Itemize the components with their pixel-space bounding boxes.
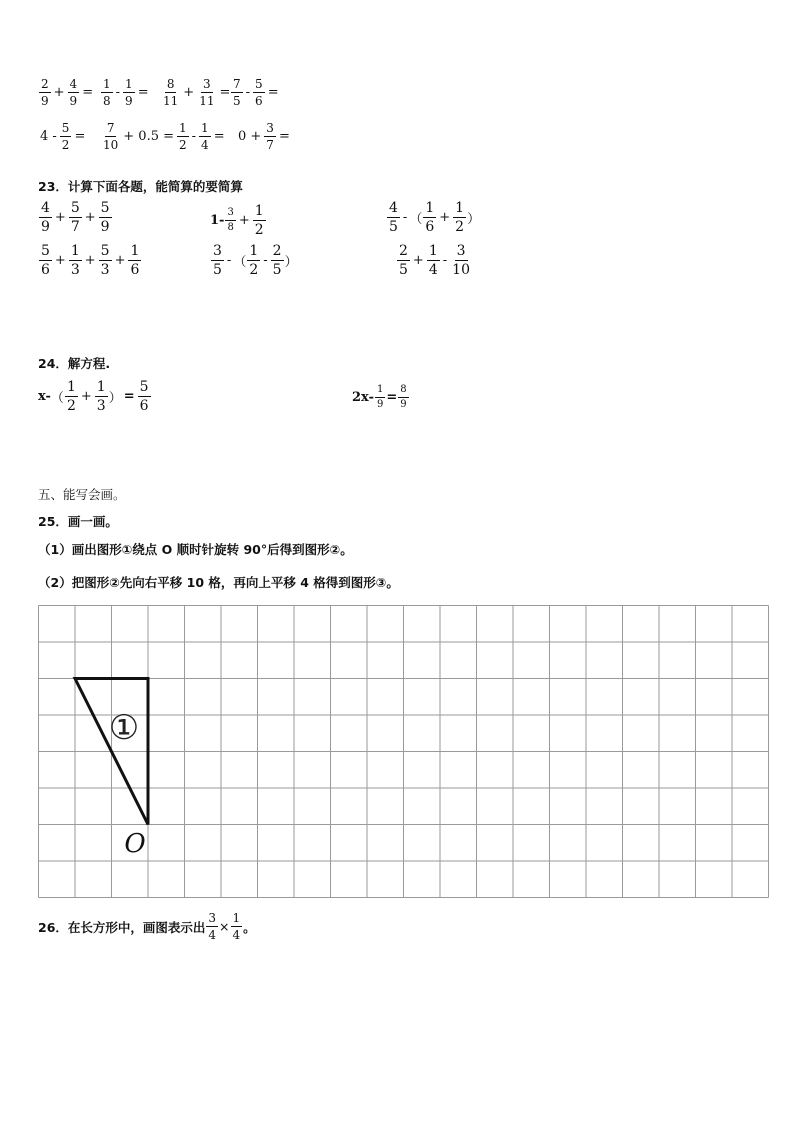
- q23-expr-5: $\frac{3}{5}$ - （ $\frac{1}{2}$ - $\frac{2}{5}$ ）: [213, 243, 298, 278]
- oral-calc-5: 4 - $\frac{5}{2}$ =: [40, 121, 86, 152]
- q23-expr-1: $\frac{4}{9}$ + $\frac{5}{7}$ + $\frac{5}{9}$: [41, 200, 110, 235]
- oral-calc-2: $\frac{1}{8}$ - $\frac{1}{9}$ =: [103, 77, 149, 108]
- q23-expr-3: $\frac{4}{5}$ - （ $\frac{1}{6}$ + $\frac{1}{2}$ ）: [389, 200, 481, 235]
- q23-expr-2: 1- $\frac{3}{8}$ + $\frac{1}{2}$: [210, 203, 264, 238]
- section5-title: 五、能写会画。: [38, 487, 126, 502]
- oral-calc-8: 0 + $\frac{3}{7}$ =: [238, 121, 290, 152]
- oral-calc-1: $\frac{2}{9}$ + $\frac{4}{9}$ =: [41, 77, 94, 108]
- oral-calc-6: $\frac{7}{10}$ + 0.5 =: [103, 121, 175, 152]
- drawing-grid[interactable]: [38, 605, 769, 898]
- oral-calc-3: $\frac{8}{11}$ + $\frac{3}{11}$ =: [163, 77, 231, 108]
- oral-calc-4: $\frac{7}{5}$ - $\frac{5}{6}$ =: [233, 77, 279, 108]
- q23-expr-4: $\frac{5}{6}$ + $\frac{1}{3}$ + $\frac{5}{3}$ + $\frac{1}{6}$: [41, 243, 140, 278]
- q25-title: 25．画一画。: [38, 514, 118, 529]
- q24-equation-1: x- （ $\frac{1}{2}$ + $\frac{1}{3}$ ） = $\frac{5}{6}$: [38, 379, 149, 414]
- q26-text: 26．在长方形中，画图表示出 $\frac{3}{4}$ × $\frac{1}{4}$ 。: [38, 911, 256, 942]
- q25-part1: （1）画出图形①绕点 O 顺时针旋转 90°后得到图形②。: [38, 542, 353, 557]
- q23-title: 23．计算下面各题，能简算的要简算: [38, 179, 243, 194]
- q25-part2: （2）把图形②先向右平移 10 格，再向上平移 4 格得到图形③。: [38, 575, 399, 590]
- point-o-label: O: [124, 829, 146, 859]
- q23-expr-6: $\frac{2}{5}$ + $\frac{1}{4}$ - $\frac{3}{10}$: [399, 243, 470, 278]
- figure-1-label: ①: [108, 708, 140, 748]
- q24-equation-2: 2x- $\frac{1}{9}$ = $\frac{8}{9}$: [352, 384, 407, 410]
- q24-title: 24．解方程.: [38, 356, 111, 371]
- oral-calc-7: $\frac{1}{2}$ - $\frac{1}{4}$ =: [179, 121, 225, 152]
